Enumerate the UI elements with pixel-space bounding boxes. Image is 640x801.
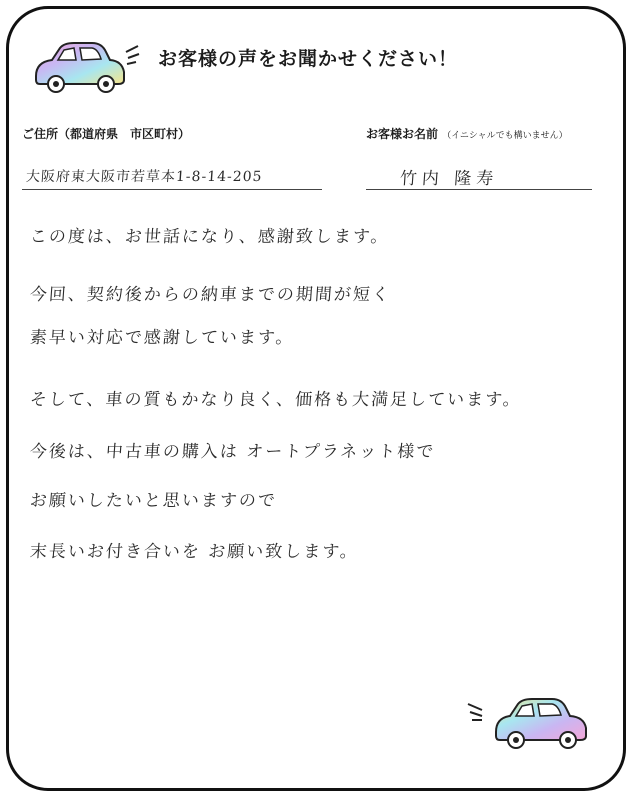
name-value: 竹内 隆寿: [399, 169, 499, 189]
message-line: この度は、お世話になり、感謝致します。: [29, 227, 391, 247]
message-line: お願いしたいと思いますので: [29, 491, 278, 511]
message-line: 今回、契約後からの納車までの期間が短く: [29, 285, 392, 305]
page-title: お客様の声をお聞かせください！: [158, 48, 459, 70]
address-label: ご住所（都道府県 市区町村）: [22, 127, 191, 141]
message-line: 素早い対応で感謝しています。: [29, 328, 296, 348]
name-label: [366, 125, 568, 142]
car-icon: [466, 694, 594, 754]
address-underline: [22, 189, 322, 190]
message-line: そして、車の質もかなり良く、価格も大満足しています。: [29, 390, 523, 410]
message-line: 今後は、中古車の購入は オートプラネット様で: [29, 442, 436, 462]
address-value: 大阪府東大阪市若草本1-8-14-205: [25, 169, 264, 185]
name-label-note: （イニシャルでも構いません）: [442, 131, 568, 141]
name-underline: [366, 189, 592, 190]
car-icon: [30, 38, 140, 98]
name-label-text: お客様お名前: [366, 127, 439, 141]
message-line: 末長いお付き合いを お願い致します。: [29, 542, 360, 562]
